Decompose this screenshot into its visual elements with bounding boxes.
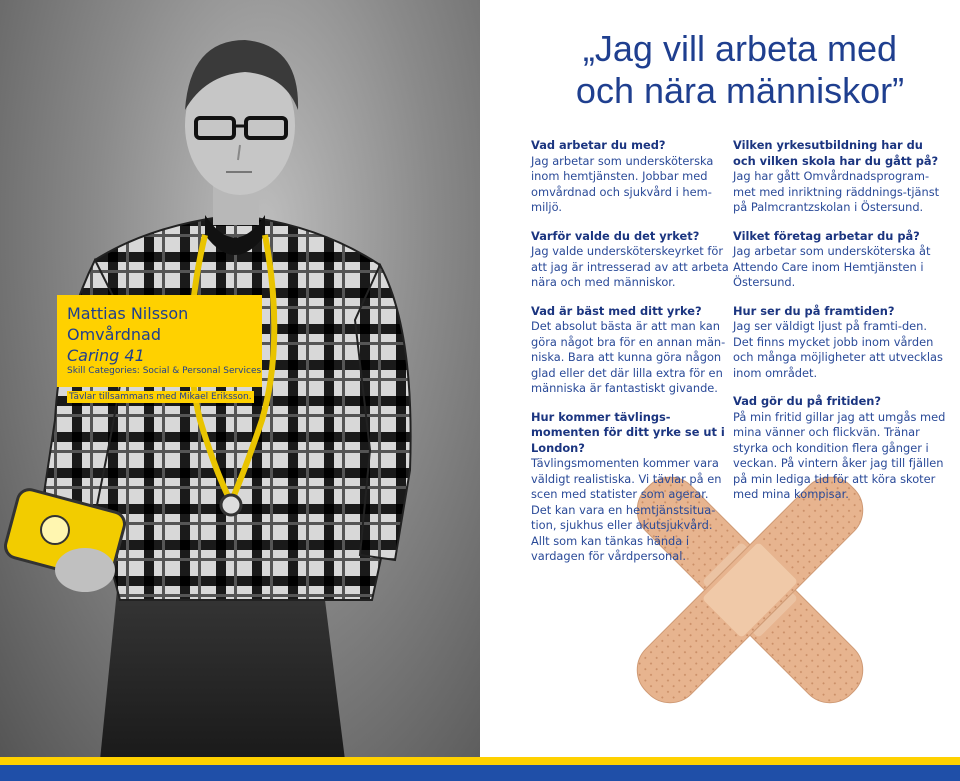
headline (540, 28, 940, 112)
answer: Tävlingsmomenten kommer vara väldigt realistiska. Vi tävlar på en scen med statister som agerar. Det kan vara en hemtjänstsitua-tion, sjukhus eller akutsjukvård. Allt som kan tänkas hända i vardagen för vårdpersonal. (531, 456, 722, 563)
qa-item (733, 304, 948, 382)
headline-line-2: och nära människor” (575, 70, 905, 111)
footer-stripe-yellow (0, 757, 960, 765)
qa-item (733, 229, 948, 291)
qa-item (531, 410, 731, 565)
qa-item (733, 138, 948, 216)
answer: Jag har gått Omvårdnadsprogram-met med inriktning räddnings-tjänst på Palmcrantzskolan i Östersund. (733, 169, 940, 214)
question: Vad är bäst med ditt yrke? (531, 303, 702, 318)
question: Hur kommer tävlings-momenten för ditt yrke se ut i London? (531, 409, 725, 455)
profile-box (57, 295, 262, 387)
answer: Jag valde undersköterskeyrket för att jag är intresserad av att arbeta nära och med människor. (531, 244, 729, 289)
answer: Jag arbetar som undersköterska inom hemtjänsten. Jobbar med omvårdnad och sjukvård i hem-miljö. (531, 153, 714, 214)
profile-team: Caring 41 (67, 346, 145, 365)
qa-item (733, 394, 948, 503)
portrait-photo (0, 0, 480, 760)
interview-column-1 (531, 138, 731, 578)
question: Varför valde du det yrket? (531, 228, 700, 243)
qa-item (531, 138, 731, 216)
answer: På min fritid gillar jag att umgås med mina vänner och flickvän. Tränar styrka och kondition flera gånger i veckan. På vintern åker jag till fjällen på min lediga tid för att köra skoter med mina kompisar. (733, 409, 946, 501)
answer: Jag ser väldigt ljust på framti-den. Det finns mycket jobb inom vården och många möjligheter att utvecklas inom området. (733, 319, 943, 380)
answer: Det absolut bästa är att man kan göra något bra för en annan män-niska. Bara att kunna göra någon glad eller det där lilla extra för en människa är fantastiskt givande. (531, 319, 726, 395)
profile-category: Omvårdnad (67, 325, 162, 344)
qa-item (531, 304, 731, 397)
question: Vad arbetar du med? (531, 138, 666, 152)
profile-partner: Tävlar tillsammans med Mikael Eriksson. (69, 392, 252, 402)
profile-name: Mattias Nilsson (67, 304, 189, 323)
qa-item (531, 229, 731, 291)
question: Vilken yrkesutbildning har du och vilken skola har du gått på? (733, 138, 939, 168)
profile-skill: Skill Categories: Social & Personal Services (67, 366, 262, 376)
question: Vad gör du på fritiden? (733, 394, 882, 408)
interview-column-2 (733, 138, 948, 516)
question: Vilket företag arbetar du på? (733, 228, 920, 243)
headline-line-1: „Jag vill arbeta med (582, 28, 898, 69)
answer: Jag arbetar som undersköterska åt Attendo Care inom Hemtjänsten i Östersund. (733, 244, 931, 289)
question: Hur ser du på framtiden? (733, 303, 895, 318)
footer-stripe-blue (0, 765, 960, 781)
